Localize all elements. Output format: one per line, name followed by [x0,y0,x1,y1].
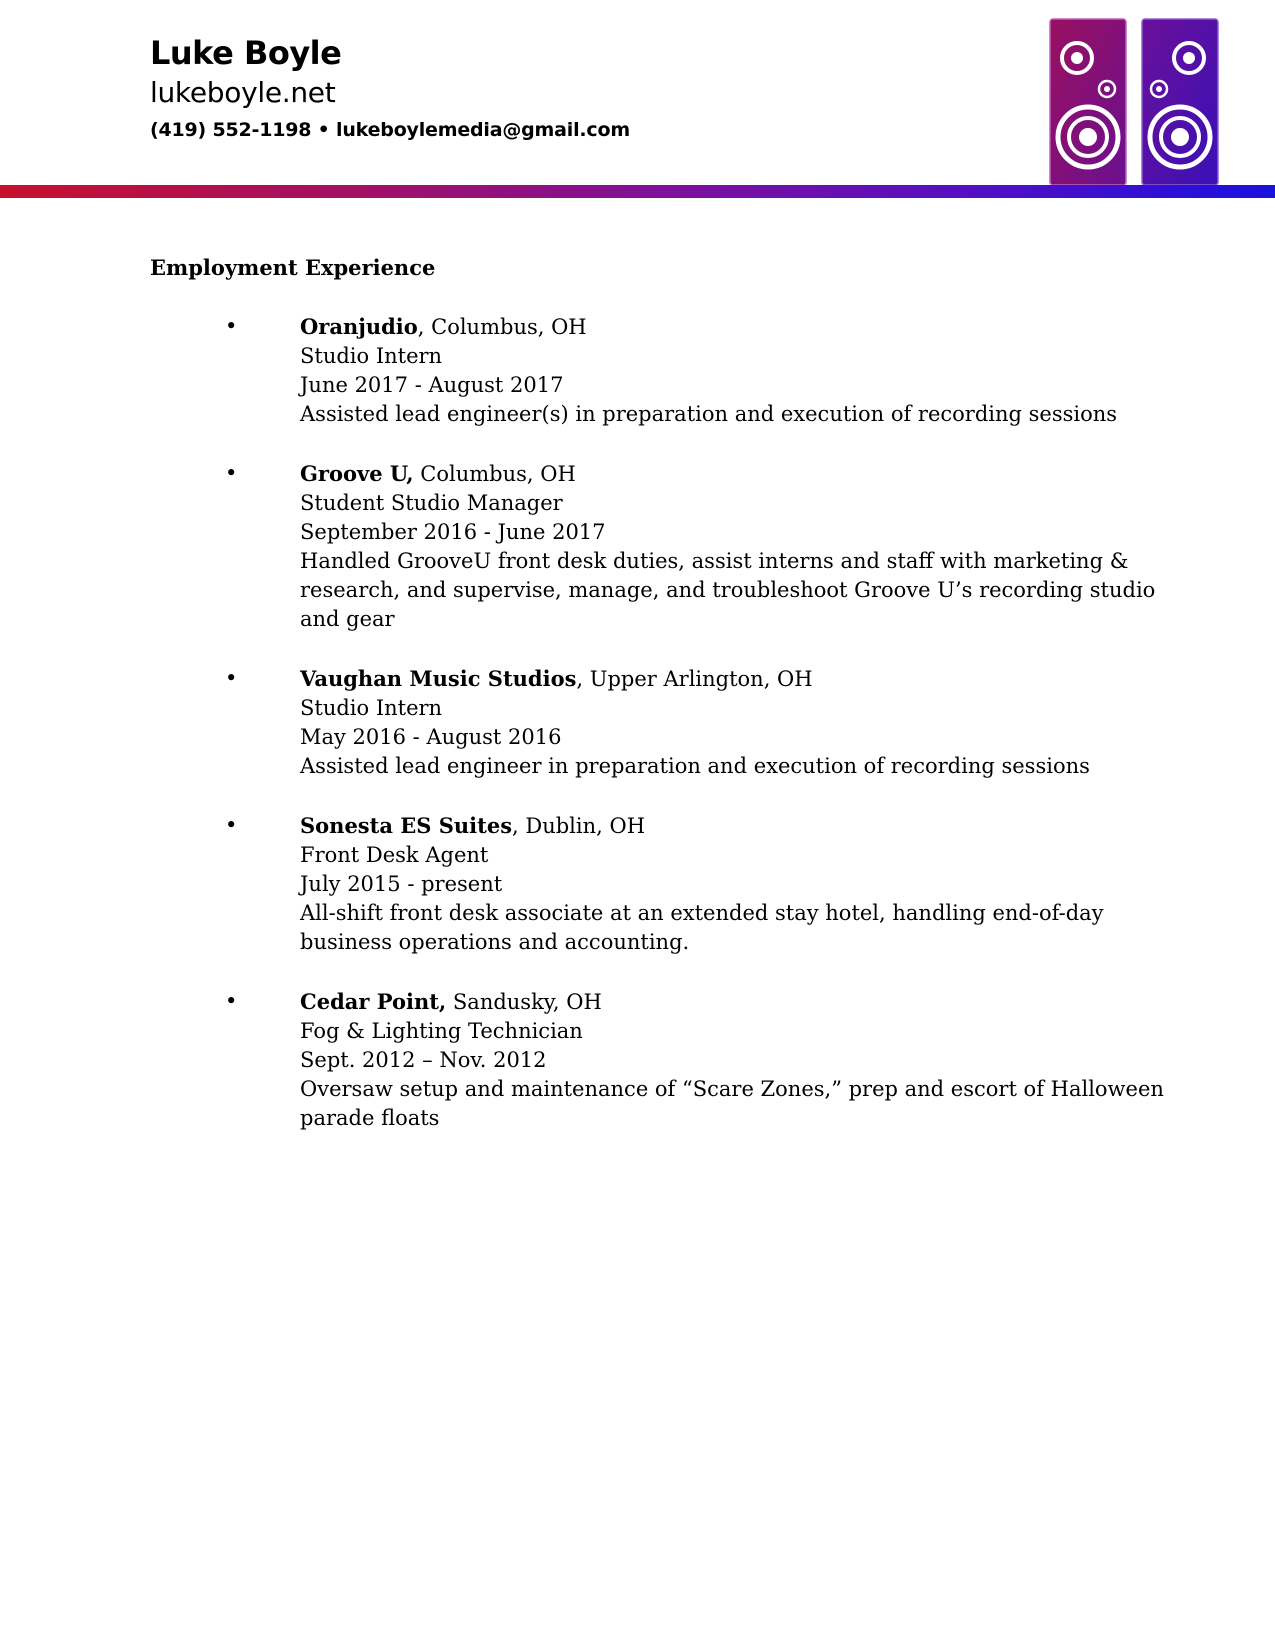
list-item [0,459,1200,634]
job-title: Studio Intern [300,344,443,368]
company-name: Sonesta ES Suites [300,813,513,838]
company-name: Oranjudio [300,314,418,339]
company-name: Vaughan Music Studios [300,666,577,691]
bullet-icon: • [225,989,238,1013]
job-description: All-shift front desk associate at an extended stay hotel, handling end-of-day business operations and accounting. [300,901,1104,954]
bullet-icon: • [225,461,238,485]
website: lukeboyle.net [150,76,336,109]
bullet-icon: • [225,314,238,338]
resume-header [0,0,1275,200]
job-dates: June 2017 - August 2017 [300,373,564,397]
list-item [0,664,1200,781]
job-description: Oversaw setup and maintenance of “Scare Zones,” prep and escort of Halloween parade floats [300,1077,1164,1130]
job-heading [300,811,1200,841]
person-name: Luke Boyle [150,34,342,72]
job-location: , Dublin, OH [512,814,646,838]
bullet-icon: • [225,666,238,690]
job-heading [300,987,1200,1017]
job-description: Assisted lead engineer in preparation and execution of recording sessions [300,754,1090,778]
header-divider [0,185,1275,198]
job-description: Assisted lead engineer(s) in preparation and execution of recording sessions [300,402,1118,426]
contact-info: (419) 552-1198 • lukeboylemedia@gmail.com [150,119,630,141]
job-dates: September 2016 - June 2017 [300,520,606,544]
company-name: Cedar Point, [300,989,447,1014]
job-title: Student Studio Manager [300,491,563,515]
job-location: , Columbus, OH [417,315,587,339]
job-dates: May 2016 - August 2016 [300,725,562,749]
company-name: Groove U, [300,461,414,486]
job-title: Fog & Lighting Technician [300,1019,583,1043]
job-title: Studio Intern [300,696,443,720]
list-item [0,811,1200,957]
job-heading [300,312,1200,342]
left-speaker-icon [1050,19,1126,185]
job-heading [300,459,1200,489]
employment-list [0,312,1275,1163]
section-title: Employment Experience [150,255,436,280]
job-location: , Upper Arlington, OH [576,667,813,691]
job-dates: Sept. 2012 – Nov. 2012 [300,1048,547,1072]
right-speaker-icon [1142,19,1218,185]
list-item [0,312,1200,429]
job-heading [300,664,1200,694]
job-title: Front Desk Agent [300,843,489,867]
job-description: Handled GrooveU front desk duties, assist interns and staff with marketing & research, and supervise, manage, and troubleshoot Groove U’s recording studio and gear [300,549,1156,631]
speakers-icon [1049,18,1219,186]
job-dates: July 2015 - present [300,872,503,896]
list-item [0,987,1200,1133]
bullet-icon: • [225,813,238,837]
job-location: Sandusky, OH [446,990,602,1014]
job-location: Columbus, OH [413,462,576,486]
